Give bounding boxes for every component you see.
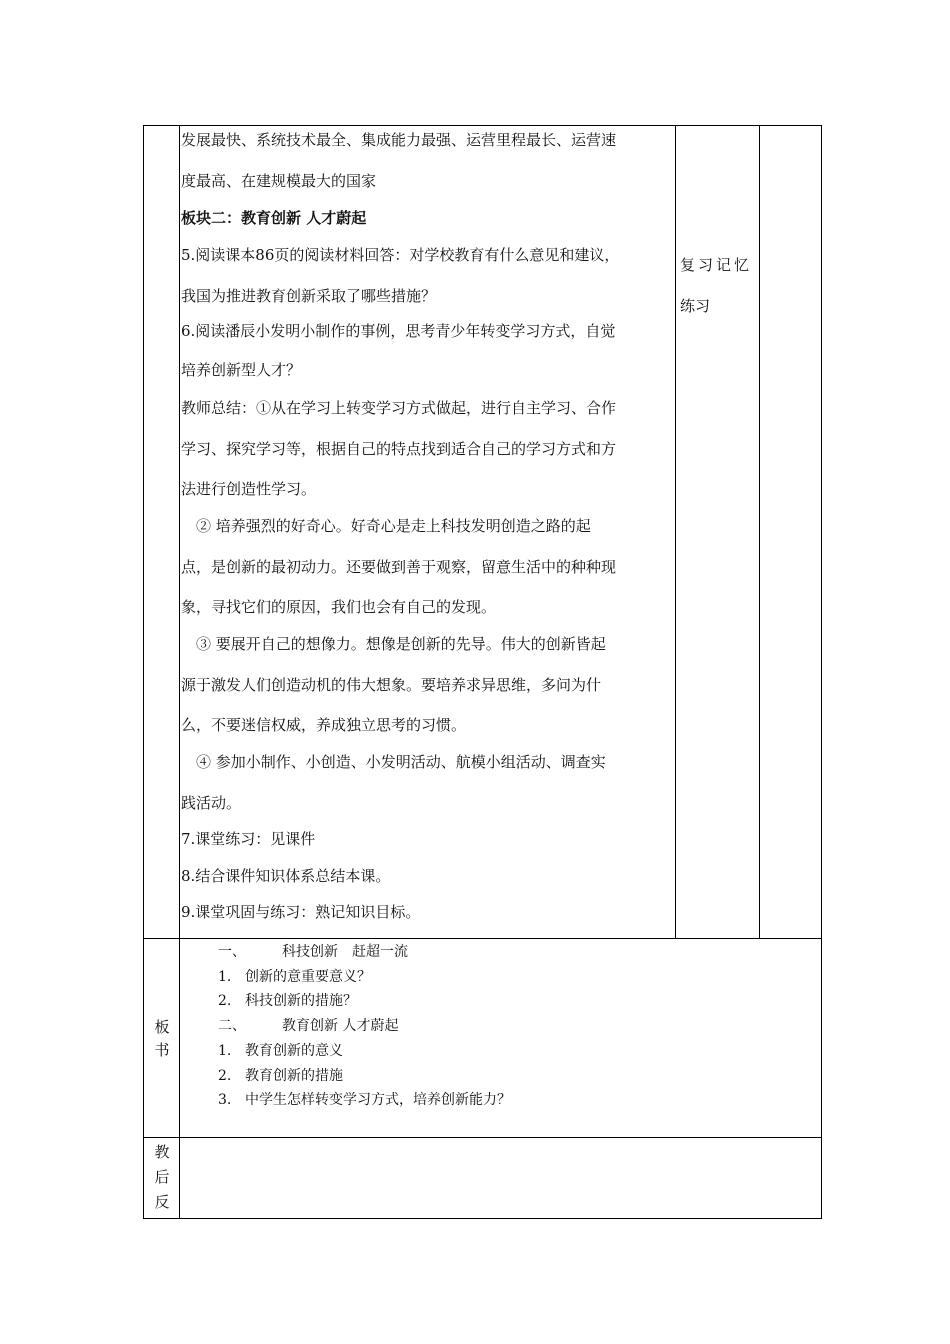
board-item-text: 教育创新的意义 — [245, 1043, 343, 1059]
activity-label: 练习 — [680, 297, 711, 315]
content-line: 学习、探究学习等，根据自己的特点找到适合自己的学习方式和方 — [181, 440, 617, 458]
board-item-text: 中学生怎样转变学习方式，培养创新能力？ — [245, 1092, 511, 1108]
board-item-number: 2. — [218, 1068, 232, 1084]
content-line: 6.阅读潘辰小发明小制作的事例，思考青少年转变学习方式，自觉 — [181, 322, 616, 340]
board-item-number: 2. — [218, 993, 232, 1009]
content-line: 点，是创新的最初动力。还要做到善于观察，留意生活中的种种现 — [181, 558, 617, 576]
activity-label: 复习记忆 — [680, 256, 753, 274]
content-line: ③ 要展开自己的想像力。想像是创新的先导。伟大的创新皆起 — [181, 635, 606, 653]
board-item-text: 科技创新的措施？ — [245, 993, 357, 1009]
content-line: 7.课堂练习：见课件 — [181, 830, 316, 848]
content-line: 度最高、在建规模最大的国家 — [181, 172, 377, 190]
board-item-text: 教育创新 人才蔚起 — [282, 1018, 399, 1034]
board-item-text: 教育创新的措施 — [245, 1068, 343, 1084]
content-line: 9.课堂巩固与练习：熟记知识目标。 — [181, 903, 421, 921]
row-divider-1 — [143, 938, 822, 939]
board-label: 书 — [154, 1041, 170, 1059]
content-line: 么，不要迷信权威，养成独立思考的习惯。 — [181, 716, 467, 734]
content-line: 8.结合课件知识体系总结本课。 — [181, 867, 391, 885]
board-item-number: 3. — [218, 1092, 232, 1108]
row-divider-2 — [143, 1137, 822, 1138]
content-line: 发展最快、系统技术最全、集成能力最强、运营里程最长、运营速 — [181, 131, 617, 149]
content-line: 教师总结：①从在学习上转变学习方式做起，进行自主学习、合作 — [181, 399, 617, 417]
board-item-number: 一、 — [218, 944, 246, 960]
reflection-label: 后 — [154, 1168, 170, 1186]
content-line: ④ 参加小制作、小创造、小发明活动、航模小组活动、调查实 — [181, 753, 606, 771]
reflection-label: 教 — [154, 1143, 170, 1161]
content-line: 象，寻找它们的原因，我们也会有自己的发现。 — [181, 598, 497, 616]
col-divider-3 — [759, 125, 760, 938]
board-item-number: 1. — [218, 1043, 232, 1059]
content-line: 5.阅读课本86页的阅读材料回答：对学校教育有什么意见和建议， — [181, 246, 620, 264]
content-line: 我国为推进教育创新采取了哪些措施？ — [181, 287, 437, 305]
board-item-number: 1. — [218, 969, 232, 985]
col-divider-2 — [675, 125, 676, 938]
content-line: 践活动。 — [181, 794, 242, 812]
content-line: 源于激发人们创造动机的伟大想象。要培养求异思维，多问为什 — [181, 676, 602, 694]
content-line: ② 培养强烈的好奇心。好奇心是走上科技发明创造之路的起 — [181, 517, 591, 535]
col-divider-1 — [179, 125, 180, 1219]
reflection-label: 反 — [154, 1193, 170, 1211]
board-label: 板 — [154, 1018, 170, 1036]
board-item-text: 科技创新 赶超一流 — [282, 944, 408, 960]
content-line: 培养创新型人才？ — [181, 361, 302, 379]
section-heading: 板块二：教育创新 人才蔚起 — [181, 209, 367, 227]
content-line: 法进行创造性学习。 — [181, 480, 317, 498]
board-item-text: 创新的意重要意义？ — [245, 969, 371, 985]
board-item-number: 二、 — [218, 1018, 246, 1034]
